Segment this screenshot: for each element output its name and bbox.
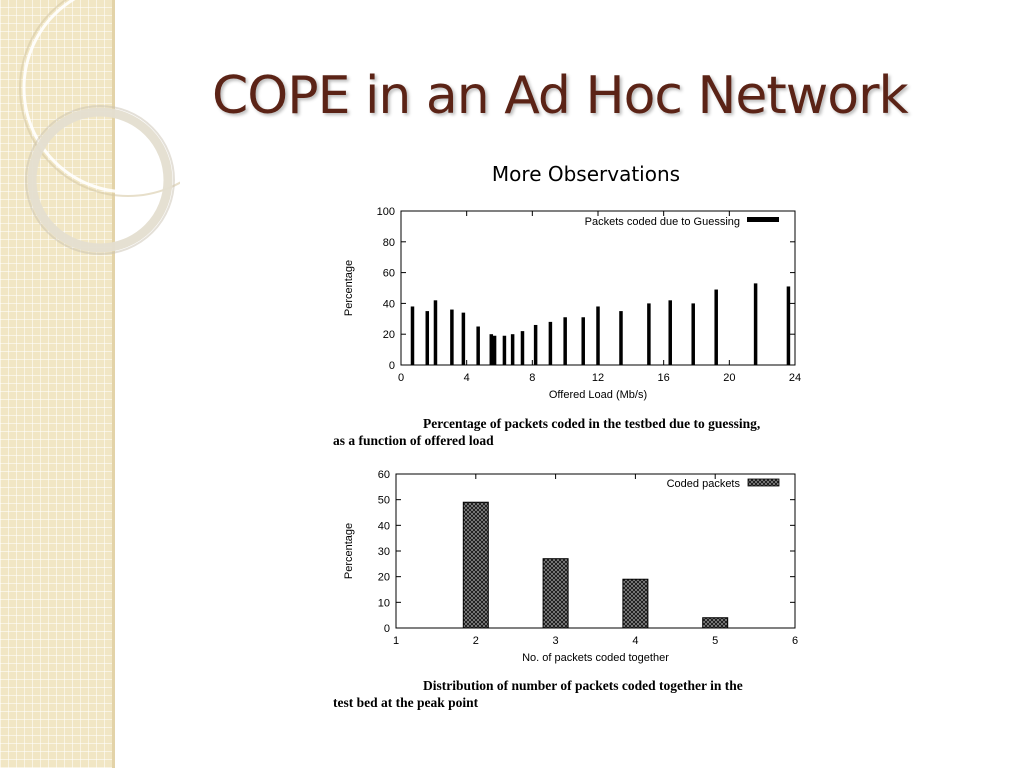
data-bar (647, 303, 651, 365)
data-bar (714, 290, 718, 365)
data-bar (463, 502, 488, 628)
x-tick-label: 8 (529, 372, 536, 384)
plot-frame (396, 474, 795, 628)
y-tick-label: 60 (377, 469, 390, 481)
data-bar (623, 579, 648, 628)
x-tick-label: 2 (472, 635, 479, 647)
y-axis-label: Percentage (343, 522, 355, 580)
data-bar (703, 618, 728, 628)
x-tick-label: 5 (712, 635, 719, 647)
coded-packets-bar-chart (330, 462, 820, 674)
chart1-caption-line2: as a function of offered load (333, 433, 494, 448)
data-bar (462, 313, 466, 365)
data-bar (490, 334, 494, 365)
data-bar (691, 303, 695, 365)
x-tick-label: 0 (397, 372, 405, 384)
data-bar (426, 311, 430, 365)
y-tick-label: 60 (382, 267, 395, 280)
legend-swatch (748, 479, 779, 486)
x-tick-label: 4 (463, 372, 470, 384)
slide-title: COPE in an Ad Hoc Network (212, 66, 908, 126)
data-bar (596, 306, 600, 365)
data-bar (476, 327, 480, 366)
y-tick-label: 100 (376, 206, 395, 218)
slide-subtitle: More Observations (491, 162, 681, 186)
data-bar (754, 283, 758, 365)
data-bar (434, 300, 438, 365)
x-tick-label: 20 (723, 372, 736, 384)
legend-label: Coded packets (666, 478, 740, 490)
y-tick-label: 50 (377, 494, 390, 507)
chart1-caption (333, 415, 808, 449)
data-bar (543, 559, 568, 628)
data-bar (411, 306, 415, 365)
data-bar (511, 334, 514, 365)
data-bar (549, 322, 553, 365)
y-tick-label: 10 (377, 597, 390, 610)
legend-swatch (747, 217, 779, 222)
x-tick-label: 16 (657, 372, 670, 384)
data-bar (619, 311, 623, 365)
y-tick-label: 20 (377, 571, 390, 584)
y-tick-label: 80 (382, 236, 395, 249)
data-bar (503, 336, 507, 365)
y-tick-label: 0 (383, 623, 390, 635)
y-tick-label: 30 (377, 546, 390, 558)
x-axis-label: No. of packets coded together (522, 652, 669, 664)
chart2-caption-line2: test bed at the peak point (333, 695, 479, 710)
data-bar (534, 325, 538, 365)
x-tick-label: 3 (552, 635, 559, 647)
x-axis-label: Offered Load (Mb/s) (548, 389, 648, 401)
data-bar (493, 336, 497, 365)
data-bar (521, 331, 525, 365)
y-tick-label: 0 (388, 360, 395, 372)
data-bar (450, 310, 454, 365)
y-axis-label: Percentage (343, 259, 355, 317)
data-bar (581, 317, 585, 365)
legend-label: Packets coded due to Guessing (584, 216, 740, 228)
y-tick-label: 40 (377, 520, 390, 533)
guessing-bar-chart (330, 200, 820, 410)
x-tick-label: 24 (788, 372, 802, 384)
data-bar (668, 300, 672, 365)
chart2-caption-line1: Distribution of number of packets coded together in the (423, 678, 743, 693)
chart2-caption (333, 677, 808, 711)
y-tick-label: 20 (382, 329, 395, 342)
data-bar (787, 286, 791, 365)
y-tick-label: 40 (382, 298, 395, 311)
decorative-rings (0, 0, 180, 280)
x-tick-label: 4 (632, 635, 639, 647)
data-bar (563, 317, 567, 365)
x-tick-label: 1 (392, 635, 400, 647)
x-tick-label: 12 (591, 372, 605, 384)
x-tick-label: 6 (791, 635, 799, 647)
chart1-caption-line1: Percentage of packets coded in the testbed due to guessing, (423, 416, 761, 431)
